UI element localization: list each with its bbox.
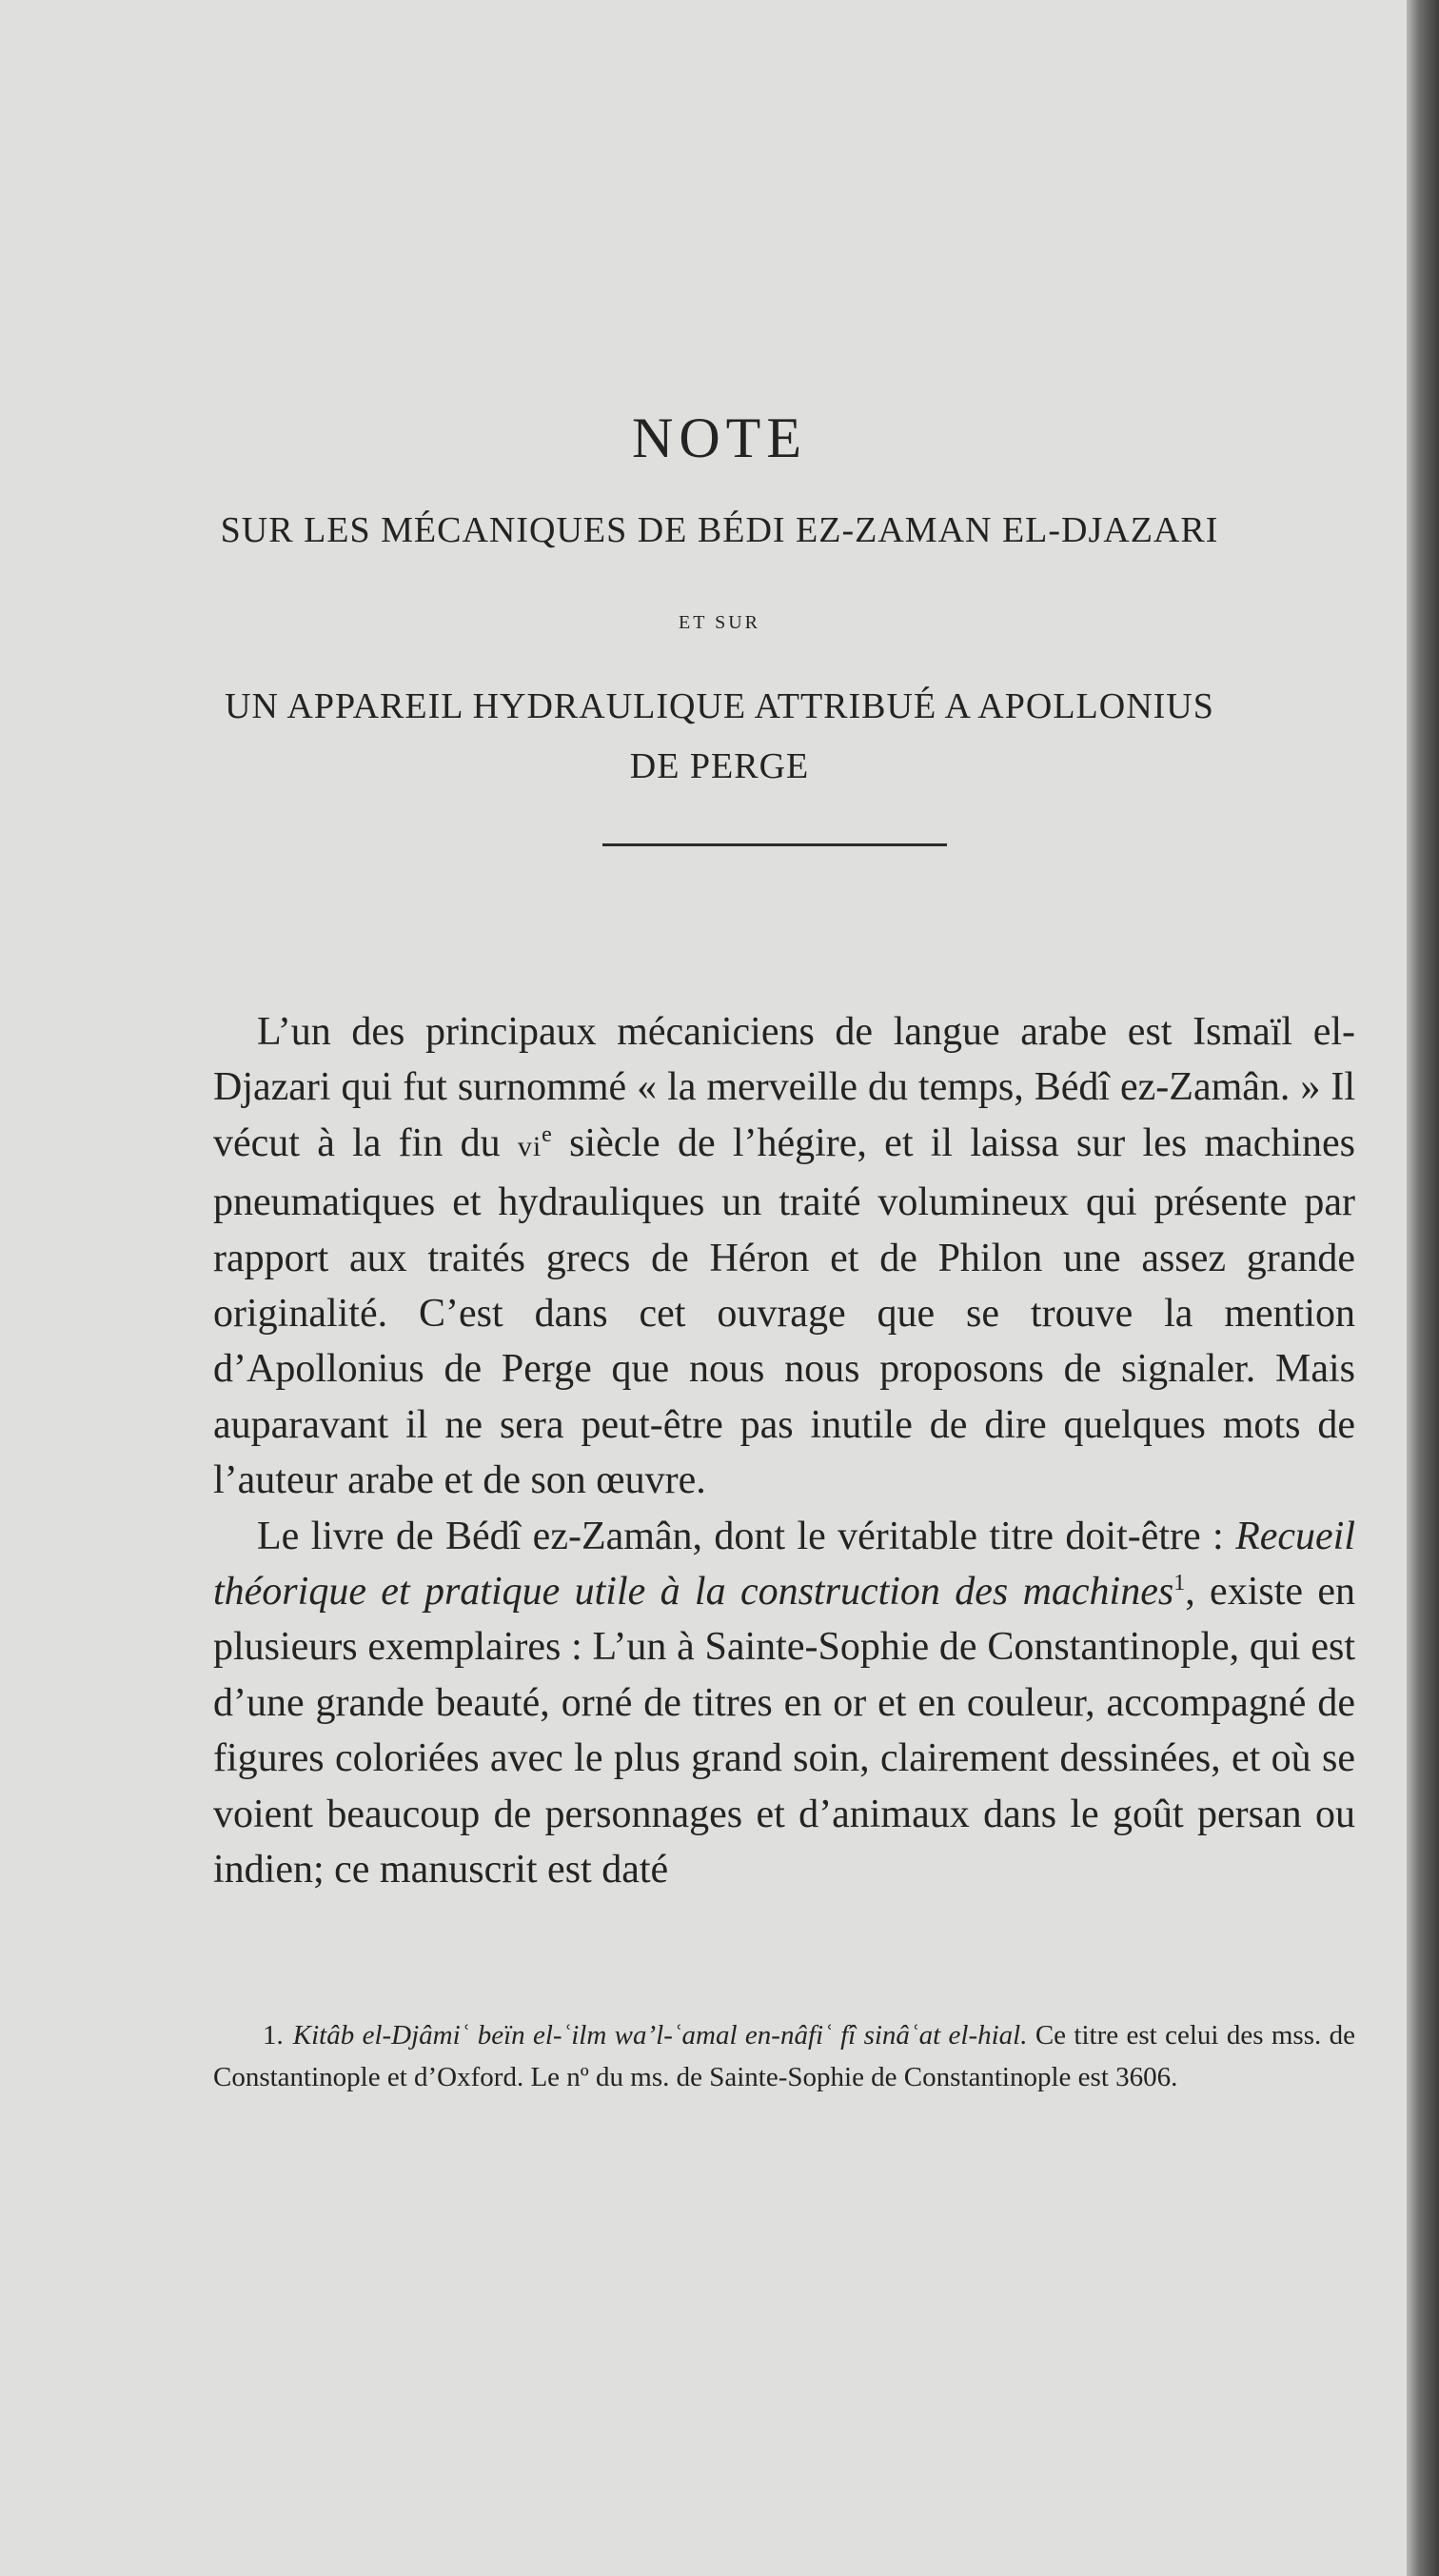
footnote-title: Kitâb el-Djâmiʿ beïn el-ʿilm wa’l-ʿamal en-nâfiʿ fî sinâʿat el-hial. [292,2020,1028,2051]
paragraph-2-end: , existe en plusieurs exemplaires : L’un à Sainte-Sophie de Constantinople, qui est d’une grande beauté, orné de titres en or et en couleur, accompagné de figures coloriées avec le plus grand soin, clairement dessinées, et où se voient beaucoup de personnages et d’animaux dans le goût persan ou indien; ce manuscrit est daté [213,1570,1356,1892]
page-edge [1407,0,1439,2576]
century-superscript: e [542,1121,552,1147]
subtitle-line-3: DE PERGE [629,746,810,786]
century-numeral: vi [517,1130,542,1162]
footnote [213,2014,1355,2098]
title-divider [602,843,947,846]
footnote-reference: 1 [1173,1571,1186,1596]
subtitle-conjunction: ET SUR [679,612,760,633]
paragraph-1-text-end: siècle de l’hégire, et il laissa sur les machines pneumatiques et hydrauliques un traité volumineux qui présente par rapport aux traités grecs de Héron et de Philon une assez grande originalité. C’est dans cet ouvrage que se trouve la mention d’Apollonius de Perge que nous nous proposons de signaler. Mais auparavant il ne sera peut-être pas inutile de dire quelques mots de l’auteur arabe et de son œuvre. [213,1120,1355,1503]
paragraph-1-text: L’un des principaux mécaniciens de langue arabe est Ismaïl el-Djazari qui fut surnommé « la merveille du temps, Bédî ez-Zamân. » Il vécut à la fin du [213,1010,1355,1165]
book-title: Recueil théorique et pratique utile à la construction des machines [213,1514,1355,1615]
subtitle-line-2: UN APPAREIL HYDRAULIQUE ATTRIBUÉ A APOLLONIUS [225,686,1214,726]
footnote-number: 1. [263,2020,284,2051]
body-text [213,1004,1355,1898]
paragraph-2-start: Le livre de Bédî ez-Zamân, dont le véritable titre doit-être : [257,1514,1236,1558]
page-title: NOTE [632,406,807,469]
paragraph-2 [213,1509,1355,1898]
footnote-text: Ce titre est celui des mss. de Constantinople et d’Oxford. Le nº du ms. de Sainte-Sophie de Constantinople est 3606. [213,2020,1355,2092]
footnote-1 [213,2014,1355,2098]
paragraph-1 [213,1004,1355,1509]
subtitle-line-1: SUR LES MÉCANIQUES DE BÉDI EZ-ZAMAN EL-DJAZARI [220,510,1219,550]
